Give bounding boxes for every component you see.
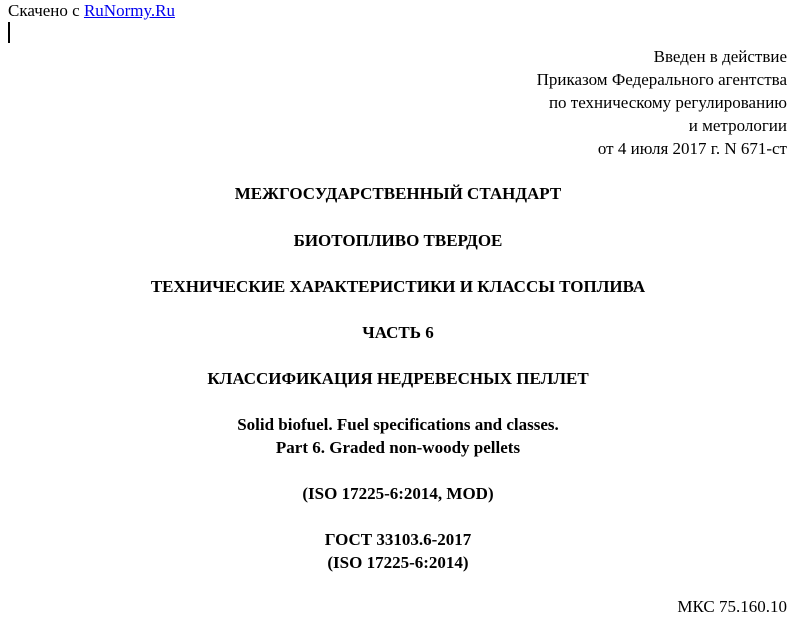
standard-title: БИОТОПЛИВО ТВЕРДОЕ — [293, 231, 503, 250]
english-title-line-2: Part 6. Graded non-woody pellets — [275, 438, 521, 457]
enactment-line: по техническому регулированию — [548, 93, 787, 112]
source-line — [8, 1, 175, 21]
iso-modification: (ISO 17225-6:2014, MOD) — [302, 484, 494, 503]
english-title-line-1: Solid biofuel. Fuel specifications and classes. — [237, 415, 559, 434]
enactment-block — [537, 45, 787, 160]
part-title: КЛАССИФИКАЦИЯ НЕДРЕВЕСНЫХ ПЕЛЛЕТ — [207, 369, 589, 388]
gost-number: ГОСТ 33103.6-2017 — [324, 530, 472, 549]
standard-type: МЕЖГОСУДАРСТВЕННЫЙ СТАНДАРТ — [234, 184, 562, 203]
standard-subtitle: ТЕХНИЧЕСКИЕ ХАРАКТЕРИСТИКИ И КЛАССЫ ТОПЛИВА — [150, 277, 646, 296]
source-prefix: Скачено с — [8, 1, 84, 20]
runormy-link[interactable]: RuNormy.Ru — [83, 1, 175, 20]
enactment-line: Приказом Федерального агентства — [536, 70, 787, 89]
enactment-line: Введен в действие — [653, 47, 787, 66]
mks-classifier: МКС 75.160.10 — [677, 597, 787, 616]
enactment-line: и метрологии — [688, 116, 787, 135]
text-cursor — [8, 22, 10, 43]
enactment-line: от 4 июля 2017 г. N 671-ст — [597, 139, 787, 158]
iso-reference: (ISO 17225-6:2014) — [327, 553, 469, 572]
part-number: ЧАСТЬ 6 — [362, 323, 434, 342]
